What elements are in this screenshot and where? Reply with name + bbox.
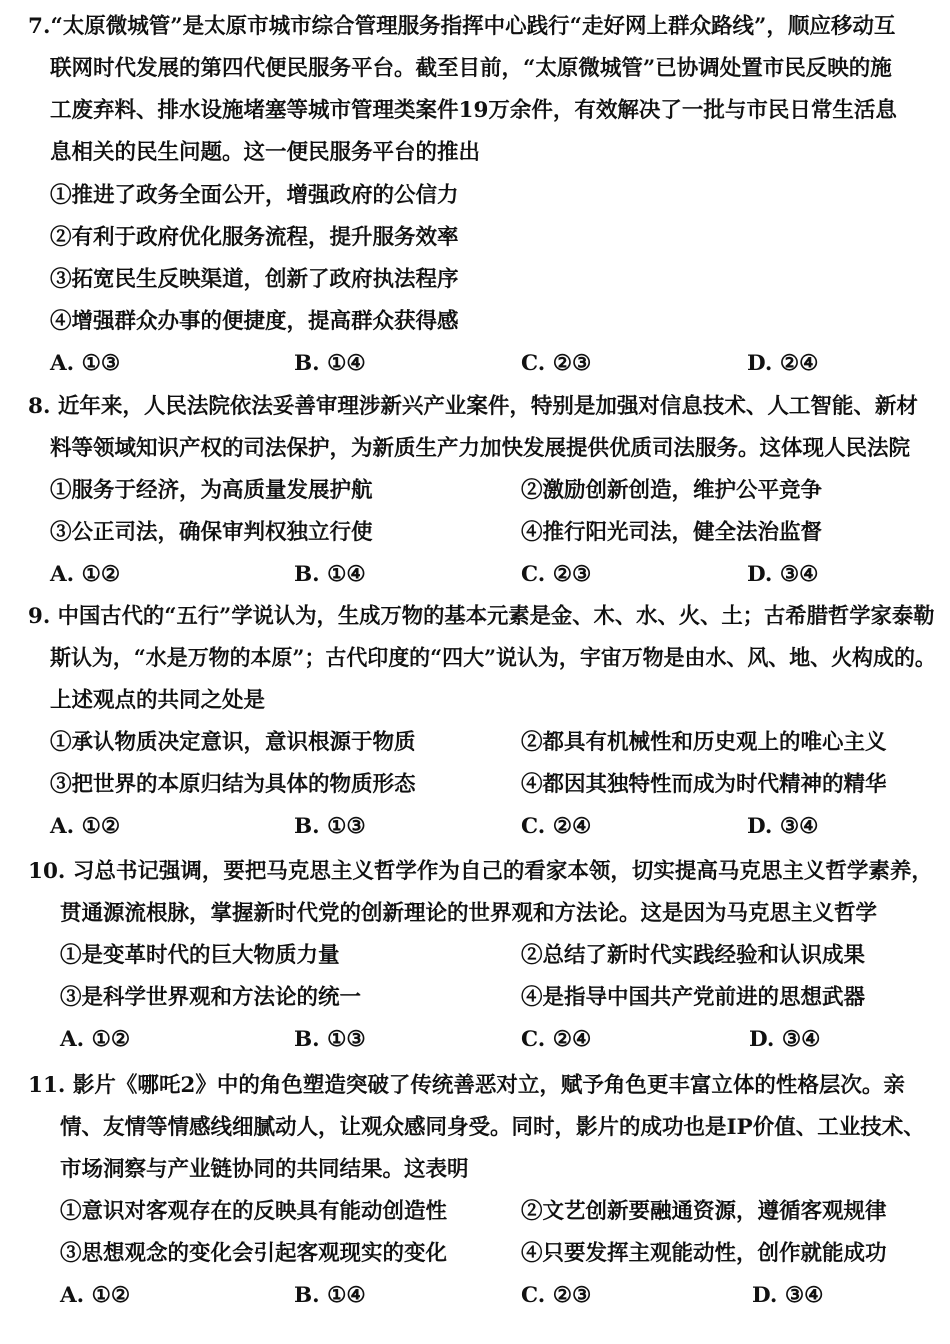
q10-statement-1: ①是变革时代的巨大物质力量 (60, 943, 340, 968)
q9-choice-c[interactable]: C. ②④ (521, 814, 592, 839)
q10-choice-b[interactable]: B. ①③ (294, 1027, 366, 1052)
q9-statement-3: ③把世界的本原归结为具体的物质形态 (50, 772, 416, 797)
q10-choice-a[interactable]: A. ①② (60, 1027, 131, 1052)
q7-stem-line-2: 联网时代发展的第四代便民服务平台。截至目前，“太原微城管”已协调处置市民反映的施 (50, 56, 892, 81)
q9-stem-line-1: 9. 中国古代的“五行”学说认为，生成万物的基本元素是金、木、水、火、土；古希腊哲学家泰勒 (28, 604, 935, 629)
q7-statement-2: ②有利于政府优化服务流程，提升服务效率 (50, 225, 459, 250)
q11-stem-line-1: 11. 影片《哪吒2》中的角色塑造突破了传统善恶对立，赋予角色更丰富立体的性格层次。亲 (28, 1073, 905, 1098)
q8-statement-1: ①服务于经济，为高质量发展护航 (50, 478, 373, 503)
q11-statement-1: ①意识对客观存在的反映具有能动创造性 (60, 1199, 448, 1224)
q8-statement-3: ③公正司法，确保审判权独立行使 (50, 520, 373, 545)
q8-choice-d[interactable]: D. ③④ (747, 562, 819, 587)
q8-choice-a[interactable]: A. ①② (50, 562, 121, 587)
q9-stem-line-3: 上述观点的共同之处是 (50, 688, 266, 713)
q11-stem-line-3: 市场洞察与产业链协同的共同结果。这表明 (60, 1157, 469, 1182)
q9-choice-d[interactable]: D. ③④ (747, 814, 819, 839)
q9-statement-2: ②都具有机械性和历史观上的唯心主义 (521, 730, 887, 755)
q10-statement-2: ②总结了新时代实践经验和认识成果 (521, 943, 866, 968)
q10-stem-line-1: 10. 习总书记强调，要把马克思主义哲学作为自己的看家本领，切实提高马克思主义哲学素养， (28, 859, 933, 884)
q9-choice-b[interactable]: B. ①③ (294, 814, 366, 839)
q8-choice-b[interactable]: B. ①④ (294, 562, 366, 587)
q11-choice-c[interactable]: C. ②③ (521, 1283, 592, 1308)
q9-stem-line-2: 斯认为，“水是万物的本原”；古代印度的“四大”说认为，宇宙万物是由水、风、地、火构成的。 (50, 646, 936, 671)
q7-stem-line-3: 工废弃料、排水设施堵塞等城市管理类案件19万余件，有效解决了一批与市民日常生活息 (50, 98, 897, 123)
q11-stem-line-2: 情、友情等情感线细腻动人，让观众感同身受。同时，影片的成功也是IP价值、工业技术、 (60, 1115, 925, 1140)
q7-stem-line-1: 7.“太原微城管”是太原市城市综合管理服务指挥中心践行“走好网上群众路线”，顺应移动互 (28, 14, 896, 39)
q10-choice-c[interactable]: C. ②④ (521, 1027, 592, 1052)
q10-statement-3: ③是科学世界观和方法论的统一 (60, 985, 362, 1010)
q7-choice-c[interactable]: C. ②③ (521, 351, 592, 376)
q9-statement-4: ④都因其独特性而成为时代精神的精华 (521, 772, 887, 797)
q7-statement-3: ③拓宽民生反映渠道，创新了政府执法程序 (50, 267, 459, 292)
q11-choice-d[interactable]: D. ③④ (752, 1283, 824, 1308)
q11-statement-3: ③思想观念的变化会引起客观现实的变化 (60, 1241, 448, 1266)
q8-stem-line-2: 料等领域知识产权的司法保护，为新质生产力加快发展提供优质司法服务。这体现人民法院 (50, 436, 911, 461)
q9-choice-a[interactable]: A. ①② (50, 814, 121, 839)
q8-statement-4: ④推行阳光司法，健全法治监督 (521, 520, 823, 545)
q11-choice-b[interactable]: B. ①④ (294, 1283, 366, 1308)
q7-choice-d[interactable]: D. ②④ (747, 351, 819, 376)
q8-choice-c[interactable]: C. ②③ (521, 562, 592, 587)
q10-choice-d[interactable]: D. ③④ (749, 1027, 821, 1052)
q8-statement-2: ②激励创新创造，维护公平竞争 (521, 478, 823, 503)
q9-statement-1: ①承认物质决定意识，意识根源于物质 (50, 730, 416, 755)
q7-choice-b[interactable]: B. ①④ (294, 351, 366, 376)
q7-statement-4: ④增强群众办事的便捷度，提高群众获得感 (50, 309, 459, 334)
q11-statement-4: ④只要发挥主观能动性，创作就能成功 (521, 1241, 887, 1266)
q10-statement-4: ④是指导中国共产党前进的思想武器 (521, 985, 866, 1010)
q10-stem-line-2: 贯通源流根脉，掌握新时代党的创新理论的世界观和方法论。这是因为马克思主义哲学 (60, 901, 878, 926)
q7-statement-1: ①推进了政务全面公开，增强政府的公信力 (50, 183, 459, 208)
q7-choice-a[interactable]: A. ①③ (50, 351, 121, 376)
q8-stem-line-1: 8. 近年来，人民法院依法妥善审理涉新兴产业案件，特别是加强对信息技术、人工智能、新材 (28, 394, 918, 419)
q11-choice-a[interactable]: A. ①② (60, 1283, 131, 1308)
q7-stem-line-4: 息相关的民生问题。这一便民服务平台的推出 (50, 140, 481, 165)
q11-statement-2: ②文艺创新要融通资源，遵循客观规律 (521, 1199, 887, 1224)
